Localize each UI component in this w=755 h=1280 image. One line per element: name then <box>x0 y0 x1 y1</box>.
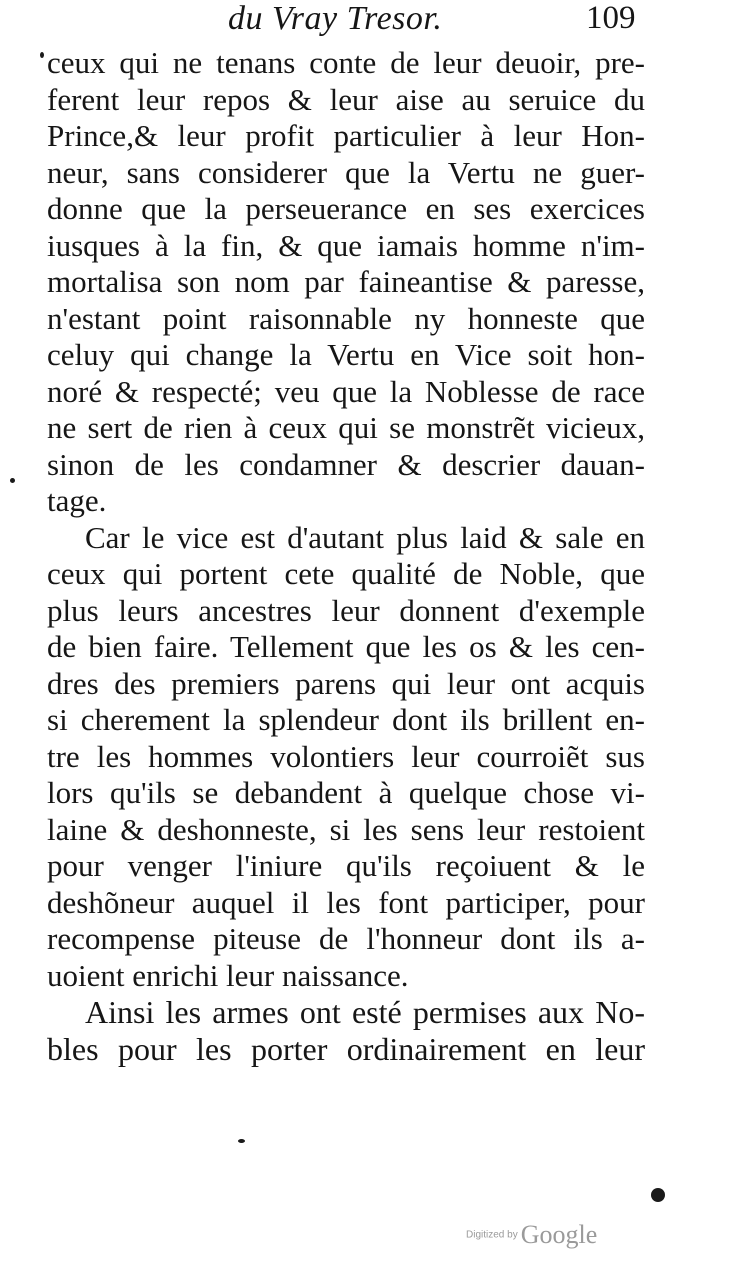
ink-speck <box>238 1139 245 1143</box>
text-line: donne que la perseuerance en ses exercices <box>47 191 645 226</box>
text-line: dres des premiers parens qui leur ont acquis <box>47 665 645 701</box>
text-line: bles pour les porter ordinairement en leur <box>47 1030 645 1067</box>
text-line: lors qu'ils se debandent à quelque chose vi- <box>47 775 645 810</box>
text-line: deshõneur auquel il les font participer, pour <box>47 884 645 920</box>
text-line: laine & deshonneste, si les sens leur restoient <box>47 811 645 847</box>
text-line: neur, sans considerer que la Vertu ne guer- <box>47 154 645 190</box>
text-line: recompense piteuse de l'honneur dont ils a- <box>47 921 645 956</box>
text-line: tage. <box>47 483 107 518</box>
text-line: ne sert de rien à ceux qui se monstrẽt vicieux, <box>47 410 645 445</box>
digitized-label: Digitized by <box>466 1229 518 1241</box>
text-line: celuy qui change la Vertu en Vice soit hon- <box>47 337 645 372</box>
text-line: plus leurs ancestres leur donnent d'exemple <box>47 592 645 628</box>
text-line: ceux qui ne tenans conte de leur deuoir, pre- <box>47 45 645 80</box>
text-line: mortalisa son nom par faineantise & paresse, <box>47 264 645 299</box>
digitized-watermark <box>466 1220 626 1256</box>
text-line: de bien faire. Tellement que les os & les cen- <box>47 629 645 664</box>
text-line: ferent leur repos & leur aise au seruice du <box>47 81 645 117</box>
ink-speck <box>10 478 15 483</box>
google-logo: Google <box>520 1220 598 1249</box>
text-line: noré & respecté; veu que la Noblesse de race <box>47 373 645 409</box>
text-line: Prince,& leur profit particulier à leur Hon- <box>47 118 645 153</box>
ink-speck <box>40 52 44 58</box>
running-title: du Vray Tresor. <box>228 0 443 37</box>
running-head <box>0 0 755 44</box>
text-line: n'estant point raisonnable ny honneste que <box>47 300 645 336</box>
paragraph-first-line: Ainsi les armes ont esté permises aux No- <box>85 994 645 1030</box>
text-line: uoient enrichi leur naissance. <box>47 957 409 993</box>
text-line: sinon de les condamner & descrier dauan- <box>47 446 645 482</box>
text-line: ceux qui portent cete qualité de Noble, que <box>47 556 645 591</box>
paragraph-first-line: Car le vice est d'autant plus laid & sale en <box>85 519 645 555</box>
text-line: tre les hommes volontiers leur courroiẽt sus <box>47 738 645 774</box>
text-line: iusques à la fin, & que iamais homme n'im- <box>47 227 645 263</box>
body-text <box>47 45 645 1067</box>
text-line: pour venger l'iniure qu'ils reçoiuent & le <box>47 848 645 883</box>
text-line: si cherement la splendeur dont ils brillent en- <box>47 702 645 737</box>
ink-blot <box>651 1188 665 1202</box>
page-number: 109 <box>586 0 636 36</box>
